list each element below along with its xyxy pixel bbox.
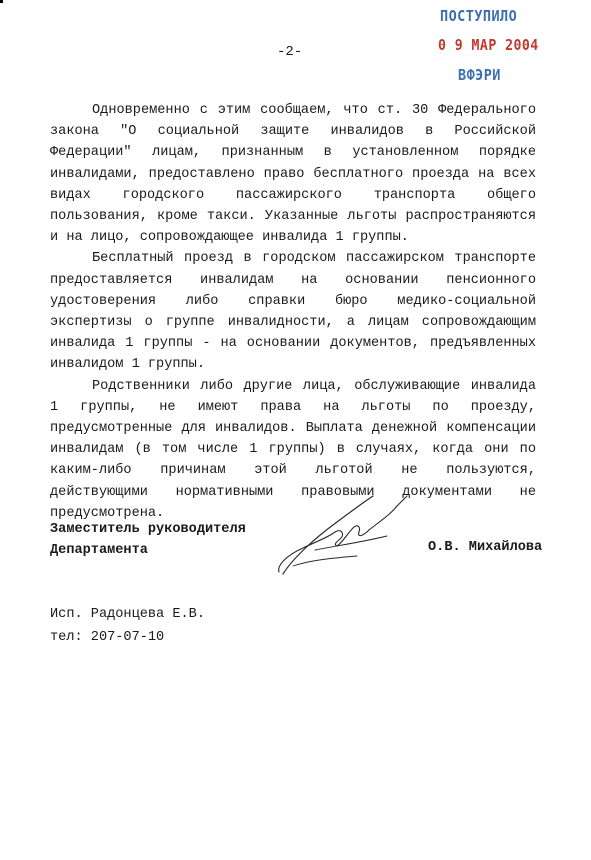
executor-info — [50, 603, 205, 649]
handwritten-signature — [275, 486, 425, 581]
executor-name: Исп. Радонцева Е.В. — [50, 607, 205, 622]
body-paragraph-3: Родственники либо другие лица, обслуживающие инвалида 1 группы, не имеют права на льготы по проезду, предусмотренные для инвалидов. Выплата денежной компенсации инвалидам (в том числе 1 группы) в случаях, когда они по каким-либо причинам этой льготой не пользуются, действующими нормативными правовыми документами не предусмотрена. — [50, 378, 536, 521]
signatory-title-line-2: Департамента — [50, 543, 148, 558]
received-date-stamp: 0 9 МАР 2004 — [438, 36, 539, 54]
scan-corner-mark — [0, 0, 3, 3]
organization-stamp: ВФЭРИ — [458, 66, 501, 84]
signatory-title — [50, 519, 246, 561]
signatory-name: О.В. Михайлова — [428, 540, 543, 555]
executor-phone: тел: 207-07-10 — [50, 630, 165, 645]
letter-body — [50, 100, 536, 524]
body-paragraph-1: Одновременно с этим сообщаем, что ст. 30 Федерального закона "О социальной защите инвалидов в Российской Федерации" лицам, признанным в установленном порядке инвалидами, предоставлено право бесплатного проезда на всех видах городского пассажирского транспорта общего пользования, кроме такси. Указанные льготы распространяются и на лицо, сопровождающее инвалида 1 группы. — [50, 103, 536, 246]
signatory-title-line-1: Заместитель руководителя — [50, 522, 246, 537]
body-paragraph-2: Бесплатный проезд в городском пассажирском транспорте предоставляется инвалидам на основании пенсионного удостоверения либо справки бюро медико-социальной экспертизы о группе инвалидности, а лицам сопровождающим инвалида 1 группы - на основании документов, предъявленных инвалидом 1 группы. — [50, 251, 536, 373]
page-number: -2- — [277, 44, 303, 60]
received-stamp: ПОСТУПИЛО — [440, 7, 518, 25]
